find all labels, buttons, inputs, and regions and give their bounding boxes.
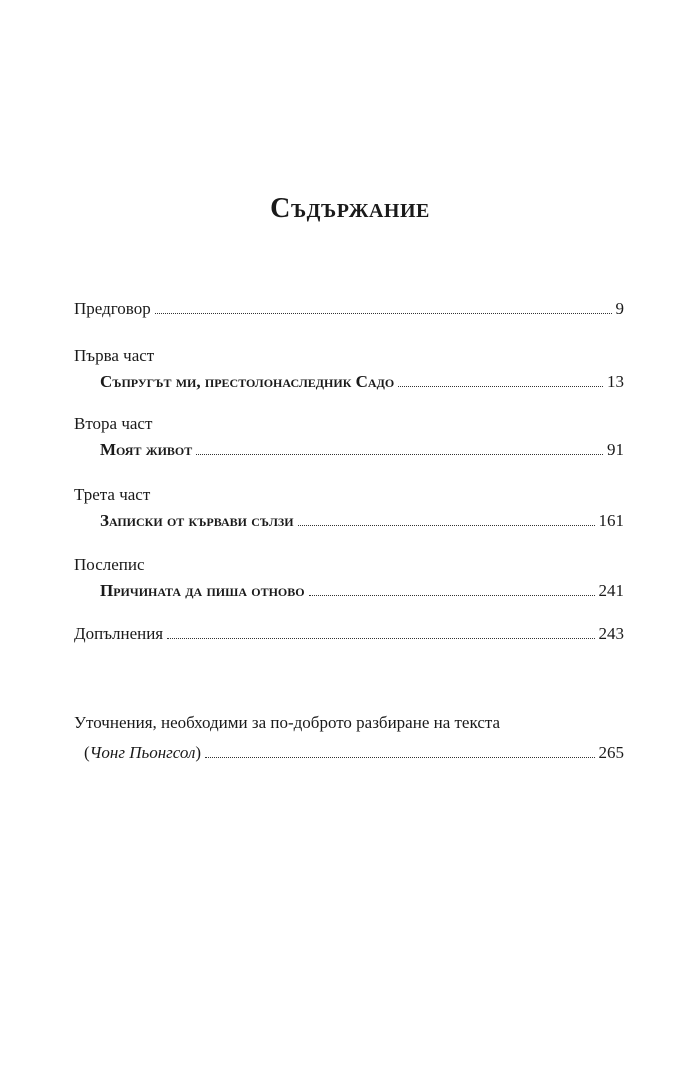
toc-entry-part-2[interactable] [100,439,624,461]
part-label: Втора част [74,414,153,433]
dot-leader [309,594,595,596]
part-label: Послепис [74,555,145,574]
toc-entry-label: Допълнения [74,624,164,643]
toc-page-number: 13 [607,372,624,391]
dot-leader [298,524,595,526]
toc-page-number: 161 [598,511,624,530]
notes-author-group [84,742,201,764]
dot-leader [398,385,603,387]
toc-page-number: 91 [607,440,624,459]
toc-entry-preface[interactable] [74,298,624,320]
toc-page-number: 265 [598,743,624,762]
dot-leader [205,756,594,758]
dot-leader [167,637,594,639]
open-paren: ( [84,743,90,762]
toc-page-number: 243 [598,624,624,643]
toc-title: Съдържание [270,193,430,224]
part-label: Трета част [74,485,151,504]
toc-entry-part-3[interactable] [100,510,624,532]
toc-page-number: 9 [615,299,624,318]
notes-title-line: Уточнения, необходими за по-доброто разбиране на текста [74,713,501,732]
toc-entry-appendices[interactable] [74,623,624,645]
dot-leader [196,453,603,455]
chapter-title: Причината да пиша отново [100,581,305,600]
toc-entry-part-1[interactable] [100,371,624,393]
toc-entry-afterword[interactable] [100,580,624,602]
chapter-title: Моят живот [100,440,193,459]
toc-entry-label: Предговор [74,299,151,318]
part-label: Първа част [74,346,155,365]
close-paren: ) [195,743,202,762]
toc-entry-notes[interactable] [84,742,624,764]
notes-author: Чонг Пьонгсол [89,743,196,762]
chapter-title: Записки от кървави сълзи [100,511,294,530]
chapter-title: Съпругът ми, престолонаследник Садо [100,372,395,391]
toc-page-number: 241 [598,581,624,600]
dot-leader [155,312,612,314]
